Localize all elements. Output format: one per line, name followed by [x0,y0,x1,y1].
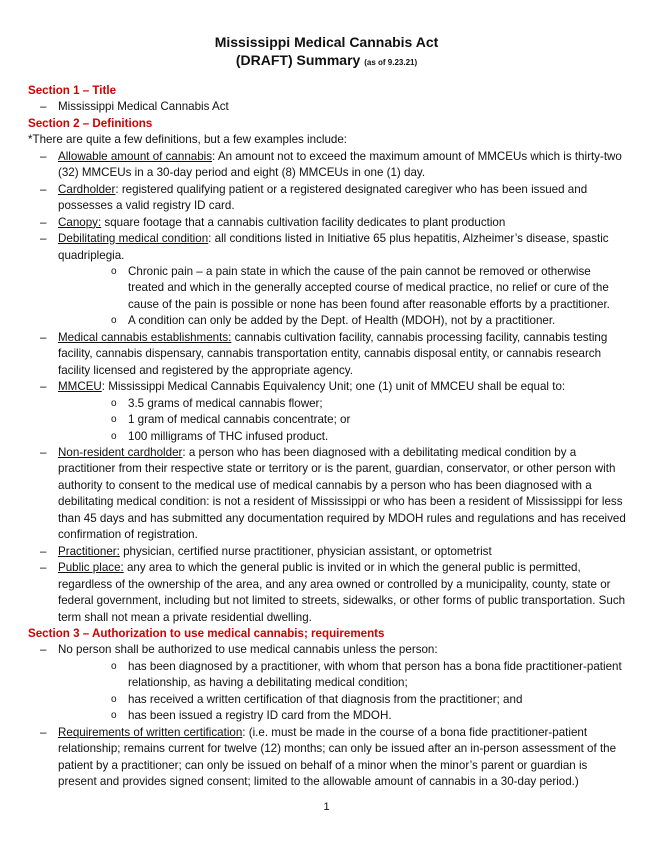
definitions-list [28,149,628,626]
definition-term: Non-resident cardholder [58,445,183,459]
sub-list [58,659,628,725]
definition-text: all conditions listed in Initiative 65 plus hepatitis, Alzheimer’s disease, spastic quadriplegia. [58,232,609,262]
list-item-text: (i.e. must be made in the course of a bona fide practitioner-patient relationship; remains current for twelve (12) months; can only be issued after an in-person assessment of the patient by a practitioner; can only be issued on behalf of a minor when the minor’s parent or guardian is present and provides signed consent; limited to the allowable amount of cannabis in a 30-day period.) [58,725,617,789]
section-2-intro: *There are quite a few definitions, but a few examples include: [28,133,348,147]
section-1-list [28,99,628,115]
definition-item [28,560,628,626]
definition-term: Cardholder [58,182,116,196]
definition-text: Mississippi Medical Cannabis Equivalency Unit; one (1) unit of MMCEU shall be equal to: [108,380,566,394]
definition-text: An amount not to exceed the maximum amount of MMCEUs which is thirty-two (32) MMCEUs in a 30-day period and eight (8) MMCEUs in one (1) day. [58,149,622,180]
definition-term: Requirements of written certification [58,725,243,739]
definition-term: MMCEU [58,380,102,394]
document-body [28,83,628,790]
term-separator: : [101,380,109,394]
definition-term: Allowable amount of cannabis [58,149,213,163]
definition-term: Debilitating medical condition [58,232,209,246]
sub-list-item: o A condition can only be added by the Dept. of Health (MDOH), not by a practitioner. [58,313,628,329]
page-number: 1 [323,801,330,813]
term-separator: : [182,445,189,459]
sub-list-item: o has been issued a registry ID card from the MDOH. [58,708,628,724]
definition-term: Canopy: [58,215,102,229]
sub-list-item: o 100 milligrams of THC infused product. [58,429,628,445]
list-item: – Mississippi Medical Cannabis Act [28,99,628,115]
definition-item [28,379,628,445]
document-title: Mississippi Medical Cannabis Act [214,34,439,50]
term-separator: : [212,149,218,163]
definition-item [28,544,628,560]
definition-item [28,445,628,544]
sub-list-item: o Chronic pain – a pain state in which the cause of the pain cannot be removed or otherwise treated and which in the generally accepted course of medical practice, no relief or cure of the cause of the pain is possible or none has been found after reasonable efforts by a practitioner. [58,264,628,313]
section-2-heading: Section 2 – Definitions [28,116,153,130]
section-1-heading: Section 1 – Title [28,84,117,97]
sub-list [58,396,628,445]
term-separator: : [208,232,215,246]
sub-list-item: o 3.5 grams of medical cannabis flower; [58,396,628,412]
section-3-heading: Section 3 – Authorization to use medical cannabis; requirements [28,626,385,640]
definition-text: cannabis cultivation facility, cannabis processing facility, cannabis testing facility, cannabis dispensary, cannabis transportation entity, cannabis disposal entity, or cannabis research facility licensed and registered by the appropriate agency. [58,330,608,377]
section-3-list [28,642,628,790]
definition-term: Medical cannabis establishments: [58,330,232,344]
definition-text: physician, certified nurse practitioner, physician assistant, or optometrist [123,544,492,558]
term-separator: : [115,182,122,196]
list-item [28,642,628,724]
list-item [28,725,628,791]
definition-term: Practitioner: [58,544,120,558]
definition-item [28,330,628,379]
definition-term: Public place: [58,561,124,575]
definition-item [28,231,628,330]
definition-item [28,215,628,231]
definition-item [28,182,628,215]
list-item-text: No person shall be authorized to use medical cannabis unless the person: [58,643,438,657]
subtitle-date: (as of 9.23.21) [364,58,418,67]
definition-text: registered qualifying patient or a registered designated caregiver who has been issued and possesses a valid registry ID card. [58,182,588,213]
term-separator: : [242,725,249,739]
document-subtitle [0,51,653,72]
definition-text: a person who has been diagnosed with a debilitating medical condition by a practitioner from their respective state or territory or is the parent, guardian, conservator, or other person with authority to consent to the medical use of medical cannabis by a person who has been diagnosed with a debilitating medical condition: is not a resident of Mississippi or who has been a resident of Mississippi for less than 45 days and has submitted any documentation required by MDOH rules and regulations and has received confirmation of registration. [58,445,626,542]
sub-list [58,264,628,330]
sub-list-item: o has received a written certification of that diagnosis from the practitioner; and [58,692,628,708]
sub-list-item: o 1 gram of medical cannabis concentrate; or [58,412,628,428]
definition-item [28,149,628,182]
definition-text: square footage that a cannabis cultivation facility dedicates to plant production [104,215,506,229]
subtitle-text: (DRAFT) Summary [235,52,361,68]
definition-text: any area to which the general public is invited or in which the general public is permitted, regardless of the ownership of the area, and any area owned or controlled by a municipality, county, state or federal government, including but not limited to streets, sidewalks, or other forms of public transportation. Such term shall not mean a private residential dwelling. [58,561,626,624]
sub-list-item: o has been diagnosed by a practitioner, with whom that person has a bona fide practitioner-patient relationship, as having a debilitating medical condition; [58,659,628,692]
